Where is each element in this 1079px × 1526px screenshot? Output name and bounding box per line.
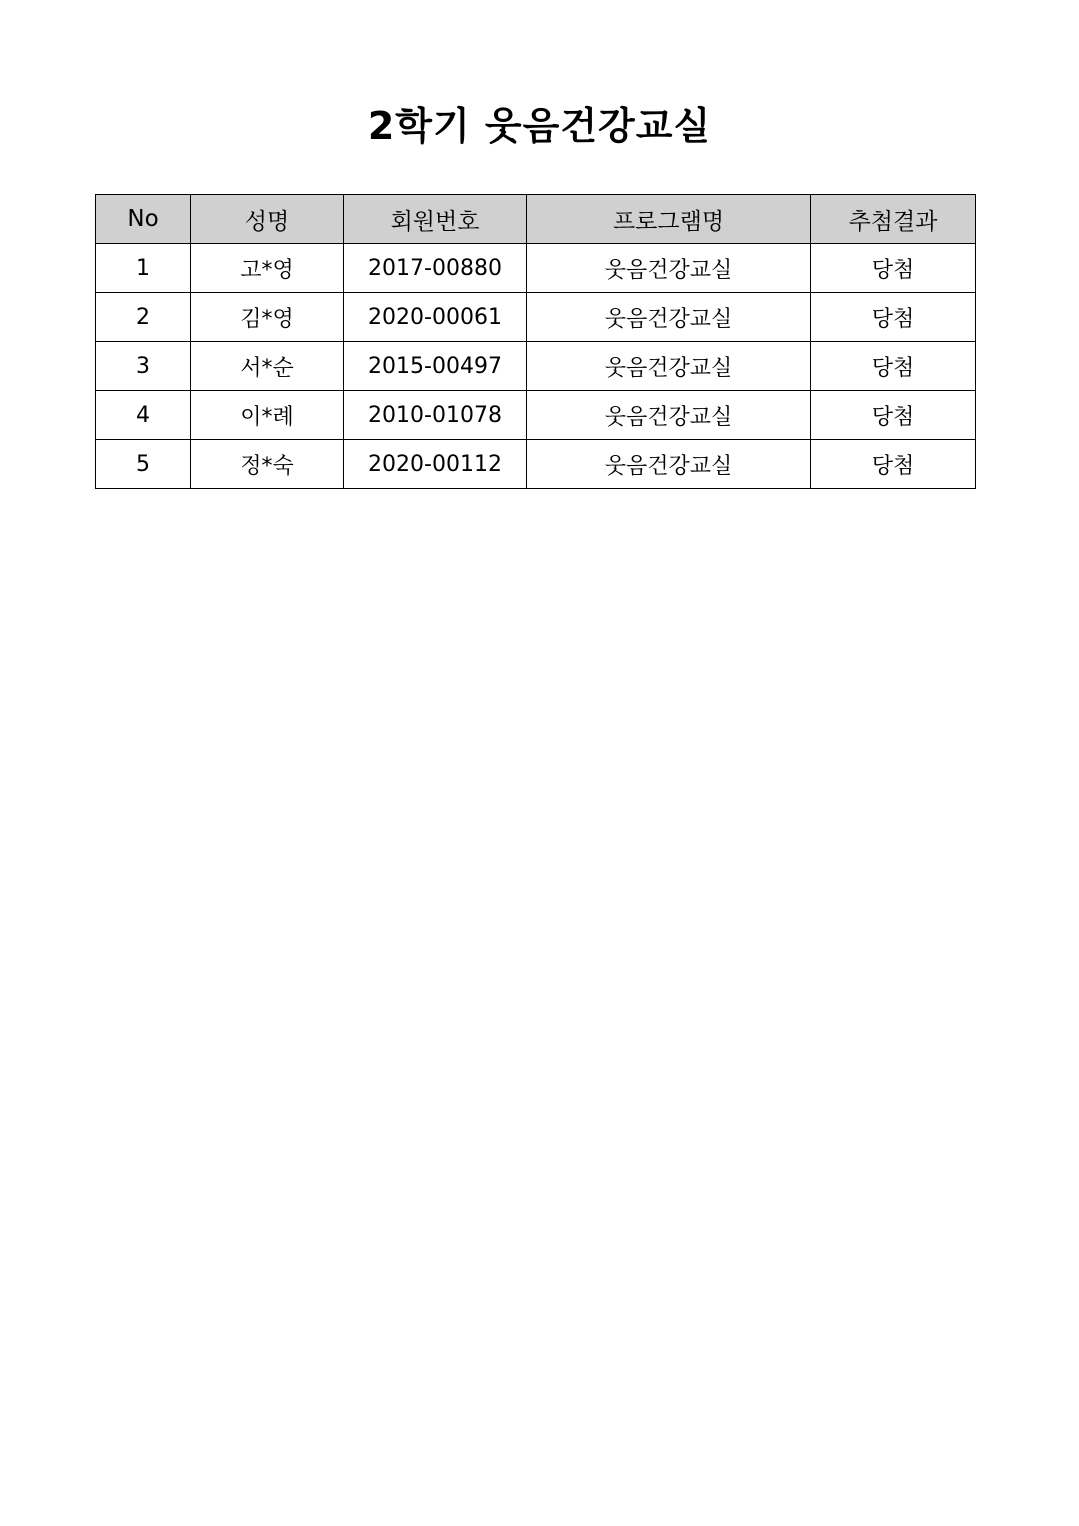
table-header-row	[96, 195, 976, 244]
cell-no: 2	[96, 293, 191, 342]
cell-no: 4	[96, 391, 191, 440]
cell-name: 서*순	[191, 342, 344, 391]
header-name: 성명	[191, 195, 344, 244]
cell-draw-result: 당첨	[811, 244, 976, 293]
cell-name: 정*숙	[191, 440, 344, 489]
table-row	[96, 293, 976, 342]
cell-member-number: 2015-00497	[344, 342, 527, 391]
cell-program-name: 웃음건강교실	[527, 440, 811, 489]
header-draw-result: 추첨결과	[811, 195, 976, 244]
table-row	[96, 440, 976, 489]
cell-name: 이*례	[191, 391, 344, 440]
cell-member-number: 2010-01078	[344, 391, 527, 440]
header-member-number: 회원번호	[344, 195, 527, 244]
cell-no: 3	[96, 342, 191, 391]
cell-name: 고*영	[191, 244, 344, 293]
table-row	[96, 244, 976, 293]
table-row	[96, 342, 976, 391]
header-program-name: 프로그램명	[527, 195, 811, 244]
cell-draw-result: 당첨	[811, 293, 976, 342]
cell-draw-result: 당첨	[811, 342, 976, 391]
cell-program-name: 웃음건강교실	[527, 244, 811, 293]
cell-no: 1	[96, 244, 191, 293]
cell-draw-result: 당첨	[811, 391, 976, 440]
lottery-result-table	[95, 194, 976, 489]
cell-member-number: 2020-00061	[344, 293, 527, 342]
cell-draw-result: 당첨	[811, 440, 976, 489]
cell-name: 김*영	[191, 293, 344, 342]
header-no: No	[96, 195, 191, 244]
table-row	[96, 391, 976, 440]
cell-member-number: 2020-00112	[344, 440, 527, 489]
cell-program-name: 웃음건강교실	[527, 342, 811, 391]
cell-program-name: 웃음건강교실	[527, 391, 811, 440]
cell-program-name: 웃음건강교실	[527, 293, 811, 342]
cell-no: 5	[96, 440, 191, 489]
page-title: 2학기 웃음건강교실	[367, 104, 712, 148]
cell-member-number: 2017-00880	[344, 244, 527, 293]
